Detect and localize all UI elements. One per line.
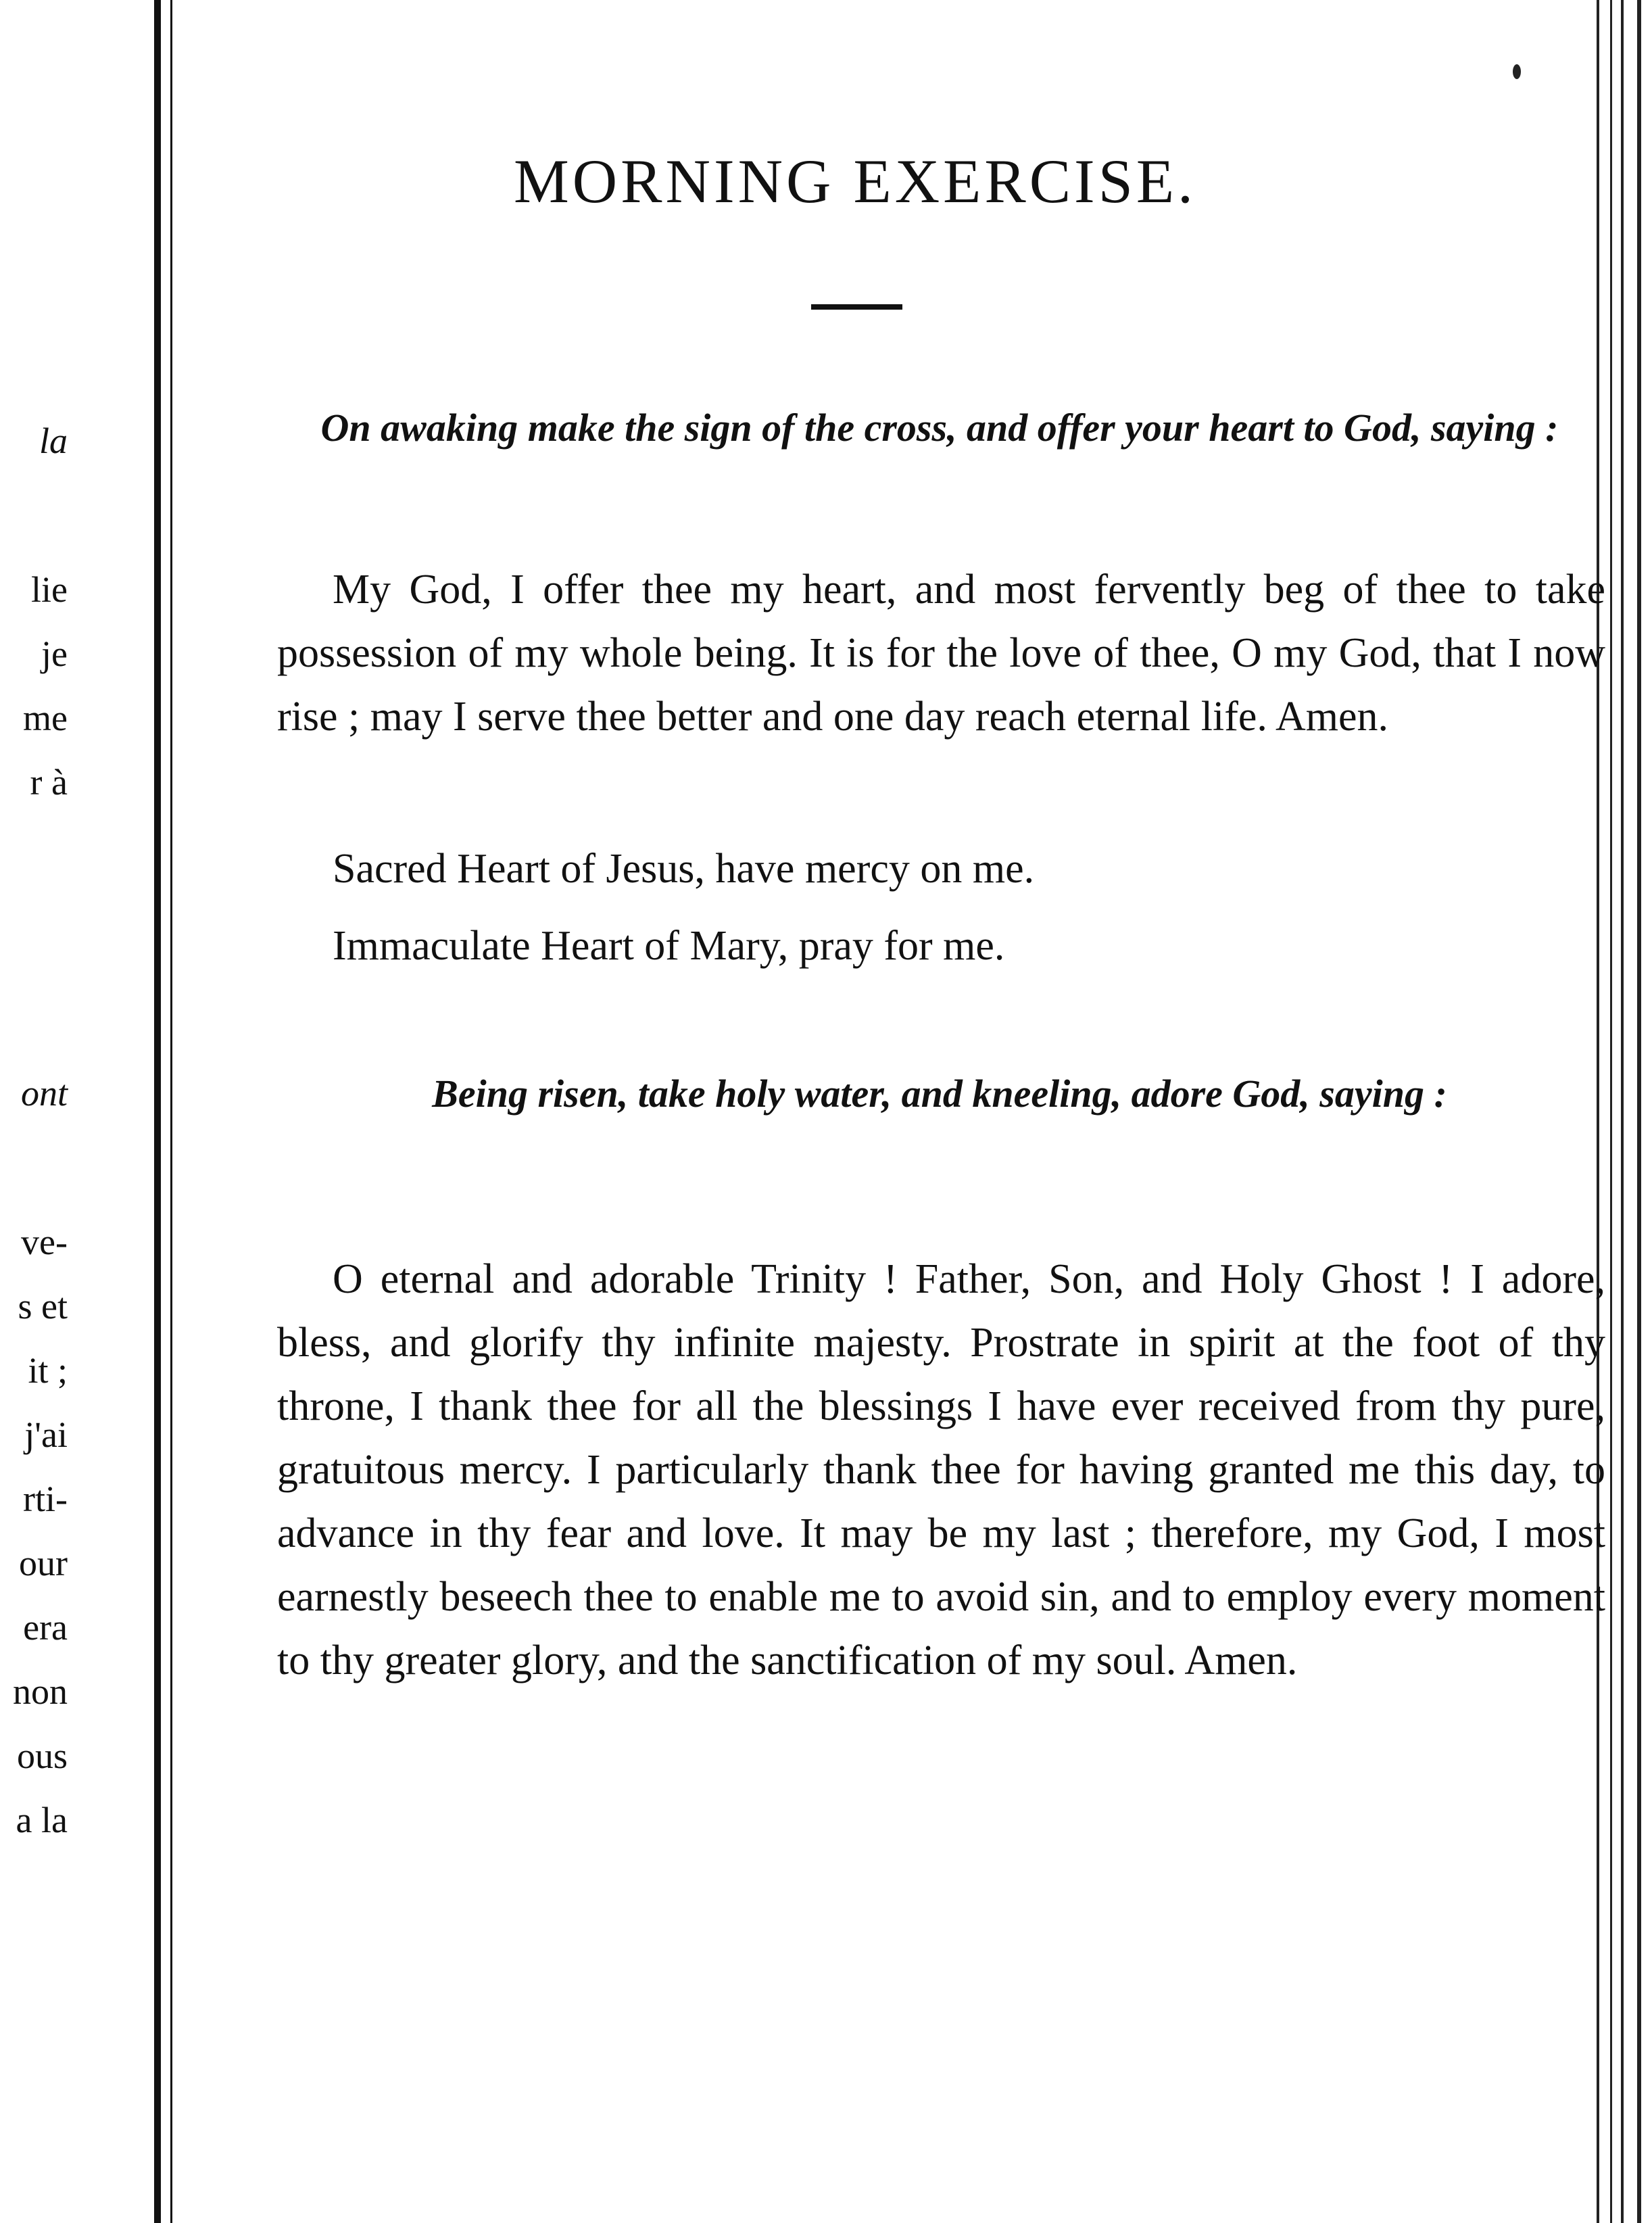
facing-page-word: it ; (28, 1350, 68, 1391)
facing-page-word: our (19, 1543, 68, 1583)
page-title: MORNING EXERCISE. (513, 147, 1197, 216)
prayer-adoration: O eternal and adorable Trinity ! Father, Son, and Holy Ghost ! I adore, bless, and glorify thy infinite majesty. Prostrate in spirit at the foot of thy throne, I thank thee for all the blessings I have ever received from thy pure, gratuitous mercy. I particularly thank thee for having granted me this day, to advance in thy fear and love. It may be my last ; therefore, my God, I most earnestly beseech thee to enable me to avoid sin, and to employ every moment to thy greater glory, and the sanctification of my soul. Amen. (277, 1256, 1605, 1683)
facing-page-word: era (23, 1607, 68, 1648)
book-gutter-line (170, 0, 172, 2223)
book-page (176, 0, 1605, 2223)
facing-page-word: s et (18, 1286, 68, 1326)
facing-page-word: a la (16, 1800, 68, 1840)
title-divider (811, 304, 902, 310)
facing-page-word: rti- (23, 1479, 68, 1519)
instruction-on-awaking: On awaking make the sign of the cross, and offer your heart to God, saying : (320, 406, 1559, 450)
aspiration-immaculate-heart: Immaculate Heart of Mary, pray for me. (333, 923, 1005, 969)
facing-page-word: ont (20, 1073, 68, 1114)
page-edge-line (1621, 0, 1624, 2223)
facing-page-word: r à (30, 762, 68, 803)
page-edge-line (1610, 0, 1612, 2223)
instruction-being-risen: Being risen, take holy water, and kneeling, adore God, saying : (432, 1072, 1447, 1116)
aspiration-sacred-heart: Sacred Heart of Jesus, have mercy on me. (333, 846, 1035, 892)
facing-page-word: non (13, 1671, 68, 1712)
facing-page-word: la (39, 421, 68, 461)
facing-page-word: j'ai (24, 1414, 68, 1455)
facing-page-fragment (0, 0, 155, 2223)
facing-page-word: je (41, 634, 68, 674)
facing-page-word: ve- (21, 1222, 68, 1262)
facing-page-word: lie (31, 569, 68, 610)
book-gutter-line (154, 0, 161, 2223)
facing-page-word: me (23, 698, 68, 738)
page-edge-line (1637, 0, 1641, 2223)
prayer-offering: My God, I offer thee my heart, and most fervently beg of thee to take possession of my whole being. It is for the love of thee, O my God, that I now rise ; may I serve thee better and one day reach eternal life. Amen. (277, 567, 1605, 740)
facing-page-word: ous (16, 1736, 68, 1776)
